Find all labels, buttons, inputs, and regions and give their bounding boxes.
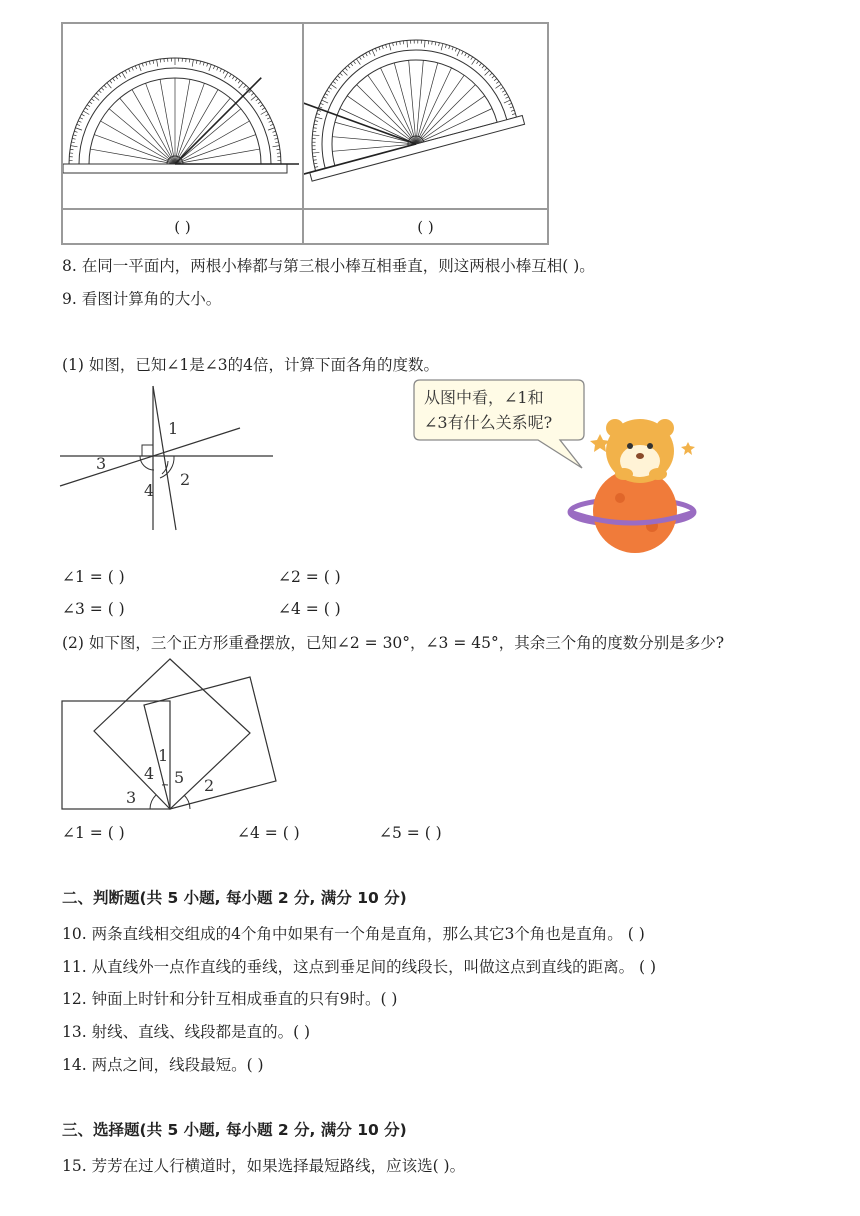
protractor-cell-right — [303, 23, 548, 209]
bubble-text-line2: ∠3有什么关系呢? — [424, 413, 553, 432]
question-10: 10. 两条直线相交组成的4个角中如果有一个角是直角，那么其它3个角也是直角。 ( ) — [62, 925, 645, 943]
question-12: 12. 钟面上时针和分针互相成垂直的只有9时。( ) — [62, 990, 398, 1008]
question-8: 8. 在同一平面内，两根小棒都与第三根小棒互相垂直，则这两根小棒互相( )。 — [62, 257, 595, 275]
section-2-title: 二、判断题(共 5 小题, 每小题 2 分, 满分 10 分) — [62, 889, 407, 907]
answer-angle-4[interactable]: ∠4 = ( ) — [278, 600, 341, 618]
overlapping-squares-figure — [58, 655, 288, 815]
bear-icon — [606, 419, 674, 483]
answer-angle-3[interactable]: ∠3 = ( ) — [62, 600, 125, 618]
intersecting-lines-figure — [58, 382, 278, 534]
square-angle-label-1: 1 — [158, 746, 169, 765]
question-13: 13. 射线、直线、线段都是直的。( ) — [62, 1023, 311, 1041]
answer-square-angle-4[interactable]: ∠4 = ( ) — [237, 824, 300, 842]
protractor-figure-right — [304, 24, 547, 208]
answer-angle-1[interactable]: ∠1 = ( ) — [62, 568, 125, 586]
question-15: 15. 芳芳在过人行横道时，如果选择最短路线，应该选( )。 — [62, 1157, 466, 1175]
angle-label-2: 2 — [180, 470, 191, 489]
square-angle-label-5: 5 — [174, 768, 185, 787]
protractor-icon — [304, 24, 525, 183]
question-9-1: (1) 如图，已知∠1是∠3的4倍，计算下面各角的度数。 — [62, 356, 439, 374]
bubble-text-line1: 从图中看，∠1和 — [424, 388, 544, 407]
square-angle-label-4: 4 — [144, 764, 155, 783]
answer-angle-2[interactable]: ∠2 = ( ) — [278, 568, 341, 586]
angle-label-4: 4 — [144, 481, 155, 500]
angle-label-3: 3 — [96, 454, 107, 473]
question-9: 9. 看图计算角的大小。 — [62, 290, 222, 308]
section-3-title: 三、选择题(共 5 小题, 每小题 2 分, 满分 10 分) — [62, 1121, 407, 1139]
square-angle-label-2: 2 — [204, 776, 215, 795]
answer-square-angle-1[interactable]: ∠1 = ( ) — [62, 824, 125, 842]
star-icon — [681, 442, 695, 455]
question-9-2: (2) 如下图，三个正方形重叠摆放，已知∠2 = 30°，∠3 = 45°，其余三个角的度数分别是多少? — [62, 634, 725, 652]
question-14: 14. 两点之间，线段最短。( ) — [62, 1056, 264, 1074]
protractor-figure-left — [63, 24, 302, 208]
protractor-cell-left — [62, 23, 303, 209]
square-angle-label-3: 3 — [126, 788, 137, 807]
answer-square-angle-5[interactable]: ∠5 = ( ) — [379, 824, 442, 842]
protractor-icon — [63, 58, 299, 173]
answer-blank-right[interactable]: ( ) — [303, 209, 548, 244]
bear-hint-illustration — [410, 376, 740, 562]
question-11: 11. 从直线外一点作直线的垂线，这点到垂足间的线段长，叫做这点到直线的距离。 ( ) — [62, 958, 657, 976]
angle-label-1: 1 — [168, 419, 179, 438]
answer-blank-left[interactable]: ( ) — [62, 209, 303, 244]
protractor-table — [61, 22, 549, 245]
